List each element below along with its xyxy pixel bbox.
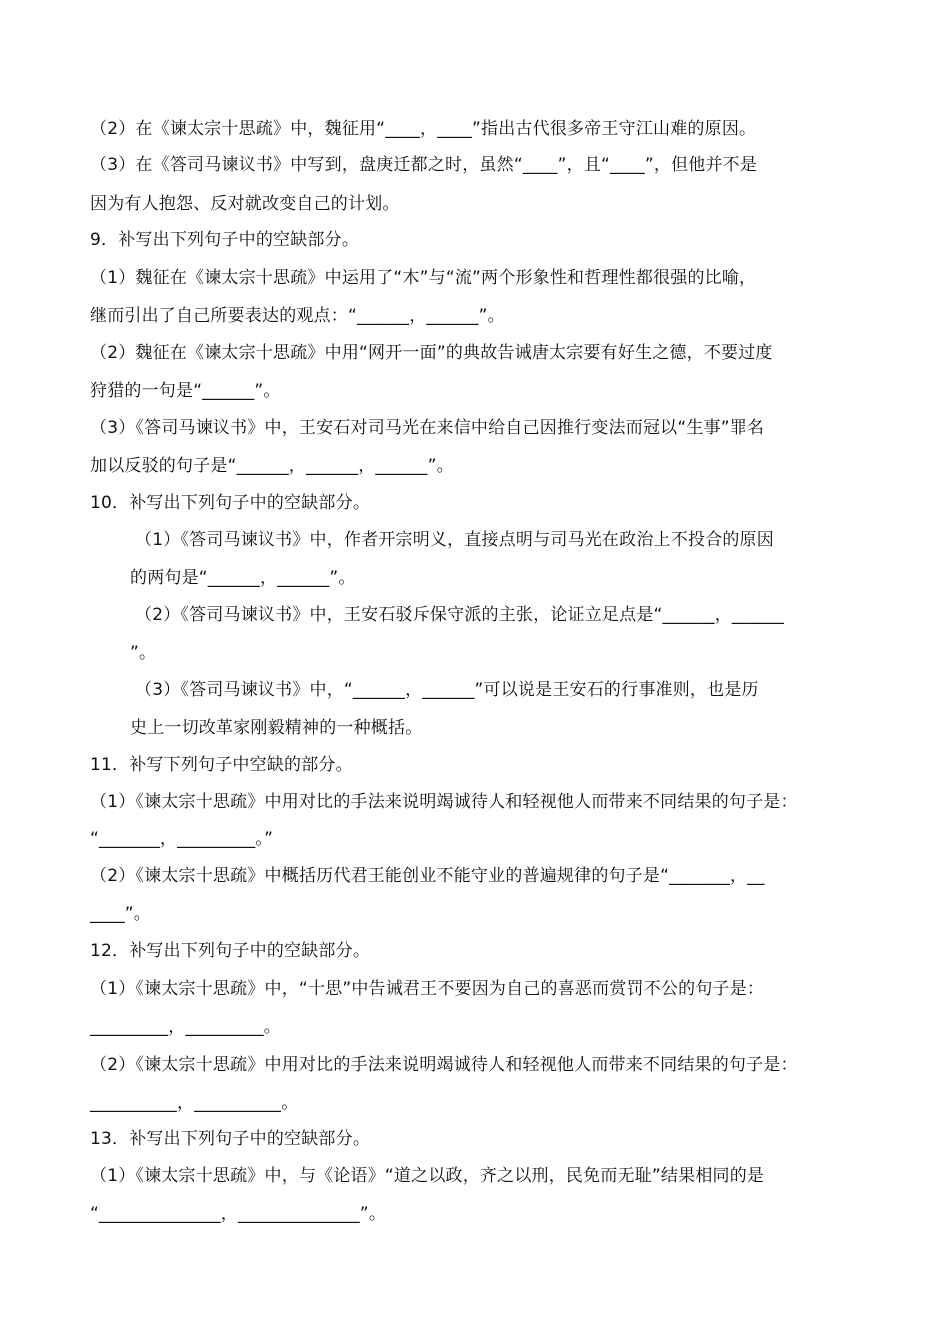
question-10-part-3-line-1: （3）《答司马谏议书》中，“______，______”可以说是王安石的行事准则，也是历 [135,680,759,700]
question-13-part-1-line-1: （1）《谏太宗十思疏》中，与《论语》“道之以政，齐之以刑，民免而无耻”结果相同的是 [90,1166,765,1186]
question-12-title: 12．补写出下列句子中的空缺部分。 [90,941,371,961]
question-8-part-3-line-1: （3）在《答司马谏议书》中写到，盘庚迁都之时，虽然“____”，且“____”，但他并不是 [90,155,758,175]
question-11-title: 11．补写下列句子中空缺的部分。 [90,755,353,775]
question-12-part-2-line-2: __________，__________。 [90,1093,299,1113]
question-9-part-3-line-1: （3）《答司马谏议书》中，王安石对司马光在来信中给自己因推行变法而冠以“生事”罪名 [90,418,765,438]
question-9-part-3-line-2: 加以反驳的句子是“______，______，______”。 [90,456,454,476]
question-13-part-1-line-2: “______________，______________”。 [90,1204,387,1224]
question-10-part-1-line-1: （1）《答司马谏议书》中，作者开宗明义，直接点明与司马光在政治上不投合的原因 [135,530,774,550]
question-13-title: 13．补写出下列句子中的空缺部分。 [90,1129,371,1149]
question-11-part-1-line-1: （1）《谏太宗十思疏》中用对比的手法来说明竭诚待人和轻视他人而带来不同结果的句子是： [90,792,798,812]
question-8-part-2: （2）在《谏太宗十思疏》中，魏征用“____，____”指出古代很多帝王守江山难的原因。 [90,119,757,139]
question-9-part-2-line-2: 狩猎的一句是“______”。 [90,381,281,401]
question-8-part-3-line-2: 因为有人抱怨、反对就改变自己的计划。 [90,194,400,214]
question-12-part-1-line-1: （1）《谏太宗十思疏》中，“十思”中告诫君王不要因为自己的喜恶而赏罚不公的句子是： [90,979,765,999]
question-10-part-2-line-1: （2）《答司马谏议书》中，王安石驳斥保守派的主张，论证立足点是“______，______ [135,605,785,625]
question-11-part-2-line-1: （2）《谏太宗十思疏》中概括历代君王能创业不能守业的普遍规律的句子是“_______，__ [90,866,765,886]
question-9-part-2-line-1: （2）魏征在《谏太宗十思疏》中用“网开一面”的典故告诫唐太宗要有好生之德，不要过度 [90,343,773,363]
question-10-part-1-line-2: 的两句是“______，______”。 [130,568,356,588]
question-11-part-1-line-2: “_______，_________。” [90,829,274,849]
question-10-part-3-line-2: 史上一切改革家刚毅精神的一种概括。 [130,718,423,738]
question-10-title: 10．补写出下列句子中的空缺部分。 [90,493,371,513]
question-12-part-2-line-1: （2）《谏太宗十思疏》中用对比的手法来说明竭诚待人和轻视他人而带来不同结果的句子是： [90,1055,798,1075]
question-9-part-1-line-2: 继而引出了自己所要表达的观点：“______，______”。 [90,306,505,326]
question-9-part-1-line-1: （1）魏征在《谏太宗十思疏》中运用了“木”与“流”两个形象性和哲理性都很强的比喻， [90,268,757,288]
question-12-part-1-line-2: _________，_________。 [90,1017,281,1037]
question-9-title: 9．补写出下列句子中的空缺部分。 [90,230,360,250]
question-10-part-2-line-2: ”。 [130,643,157,663]
question-11-part-2-line-2: ____”。 [90,904,152,924]
